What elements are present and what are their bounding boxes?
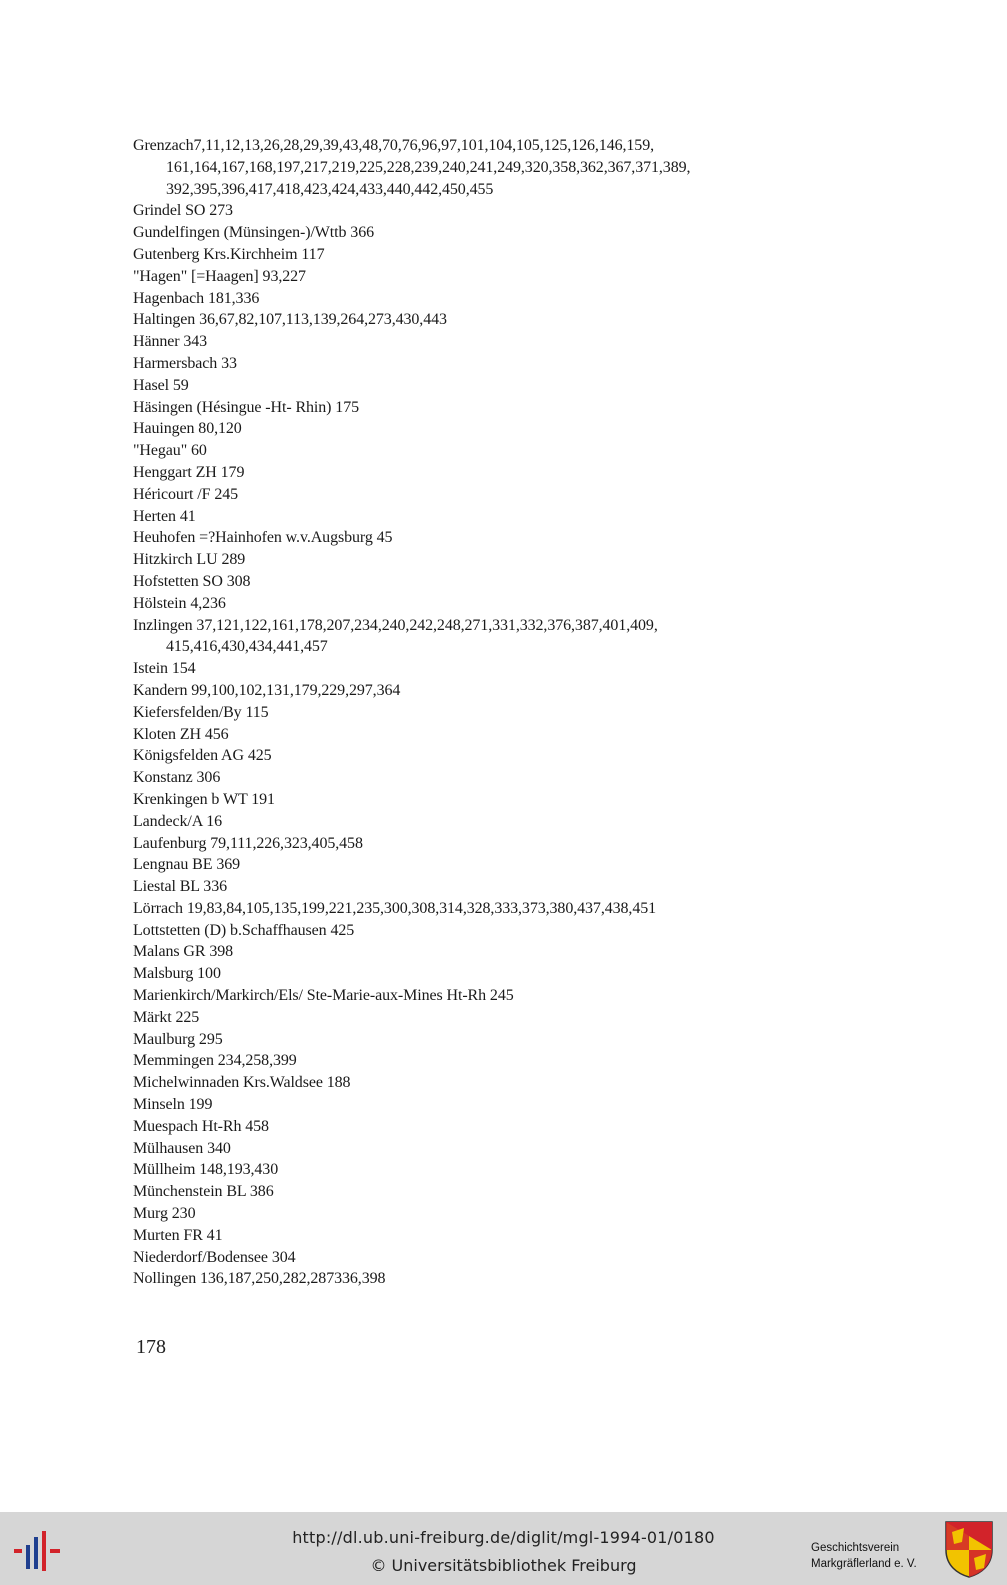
index-entry: Konstanz 306 — [133, 769, 221, 787]
index-entry: Grenzach7,11,12,13,26,28,29,39,43,48,70,76,96,97,101,104,105,125,126,146,159, 161,164,167,168,197,217,219,225,228,239,240,241,249,320,358,362,367,371,389, 392,395,396,417,418,423,424,433,440,442,450,455 — [133, 137, 691, 198]
index-entry: Liestal BL 336 — [133, 878, 227, 896]
index-entry: Lengnau BE 369 — [133, 856, 241, 874]
index-entry: Krenkingen b WT 191 — [133, 790, 275, 808]
index-entry: "Hagen" [=Haagen] 93,227 — [133, 267, 306, 285]
index-entry: Kloten ZH 456 — [133, 725, 229, 743]
index-list — [133, 135, 793, 1290]
index-entry: Hasel 59 — [133, 376, 189, 394]
index-entry: Niederdorf/Bodensee 304 — [133, 1248, 296, 1266]
index-entry: Memmingen 234,258,399 — [133, 1052, 297, 1070]
index-entry: Héricourt /F 245 — [133, 485, 239, 503]
index-entry: Muespach Ht-Rh 458 — [133, 1117, 269, 1135]
index-entry: Häsingen (Hésingue -Ht- Rhin) 175 — [133, 398, 359, 416]
index-entry: Nollingen 136,187,250,282,287336,398 — [133, 1270, 386, 1288]
index-entry: Hofstetten SO 308 — [133, 572, 251, 590]
index-entry: Hölstein 4,236 — [133, 594, 226, 612]
index-entry: Königsfelden AG 425 — [133, 747, 272, 765]
index-entry: Michelwinnaden Krs.Waldsee 188 — [133, 1074, 351, 1092]
page-number: 178 — [136, 1336, 166, 1358]
index-entry: Kiefersfelden/By 115 — [133, 703, 269, 721]
index-entry: Märkt 225 — [133, 1008, 200, 1026]
index-entry: Lottstetten (D) b.Schaffhausen 425 — [133, 921, 355, 939]
index-entry: Kandern 99,100,102,131,179,229,297,364 — [133, 681, 401, 699]
index-entry: Malsburg 100 — [133, 965, 221, 983]
index-entry: Haltingen 36,67,82,107,113,139,264,273,430,443 — [133, 311, 447, 329]
index-entry: Henggart ZH 179 — [133, 463, 245, 481]
index-entry: Grindel SO 273 — [133, 202, 233, 220]
index-entry: Murg 230 — [133, 1205, 196, 1223]
coat-of-arms-icon — [944, 1520, 994, 1578]
index-entry: Murten FR 41 — [133, 1226, 223, 1244]
index-entry: Mülhausen 340 — [133, 1139, 231, 1157]
index-entry: Münchenstein BL 386 — [133, 1183, 274, 1201]
index-entry: Hauingen 80,120 — [133, 420, 242, 438]
index-entry: Heuhofen =?Hainhofen w.v.Augsburg 45 — [133, 529, 393, 547]
index-entry: Lörrach 19,83,84,105,135,199,221,235,300,308,314,328,333,373,380,437,438,451 — [133, 899, 657, 917]
society-name-line2: Markgräflerland e. V. — [811, 1558, 917, 1570]
society-name-line1: Geschichtsverein — [811, 1542, 900, 1554]
index-entry: Marienkirch/Markirch/Els/ Ste-Marie-aux-Mines Ht-Rh 245 — [133, 987, 514, 1005]
index-entry: Maulburg 295 — [133, 1030, 223, 1048]
footer-url-link[interactable]: http://dl.ub.uni-freiburg.de/diglit/mgl-1994-01/0180 — [292, 1528, 715, 1547]
index-entry: Hagenbach 181,336 — [133, 289, 260, 307]
footer-bar — [0, 1512, 1007, 1585]
index-entry: Inzlingen 37,121,122,161,178,207,234,240,242,248,271,331,332,376,387,401,409, 415,416,430,434,441,457 — [133, 616, 658, 656]
index-entry: Laufenburg 79,111,226,323,405,458 — [133, 834, 363, 852]
index-entry: Malans GR 398 — [133, 943, 234, 961]
index-entry: Hitzkirch LU 289 — [133, 551, 246, 569]
index-entry: Gundelfingen (Münsingen-)/Wttb 366 — [133, 224, 374, 242]
society-name — [811, 1540, 917, 1572]
index-entry: Herten 41 — [133, 507, 196, 525]
index-entry: Minseln 199 — [133, 1096, 213, 1114]
index-entry: Gutenberg Krs.Kirchheim 117 — [133, 245, 325, 263]
index-entry: "Hegau" 60 — [133, 442, 207, 460]
index-entry: Istein 154 — [133, 660, 196, 678]
index-entry: Harmersbach 33 — [133, 354, 237, 372]
footer-copyright: © Universitätsbibliothek Freiburg — [370, 1556, 637, 1575]
index-entry: Hänner 343 — [133, 333, 208, 351]
index-entry: Landeck/A 16 — [133, 812, 222, 830]
index-entry: Müllheim 148,193,430 — [133, 1161, 279, 1179]
